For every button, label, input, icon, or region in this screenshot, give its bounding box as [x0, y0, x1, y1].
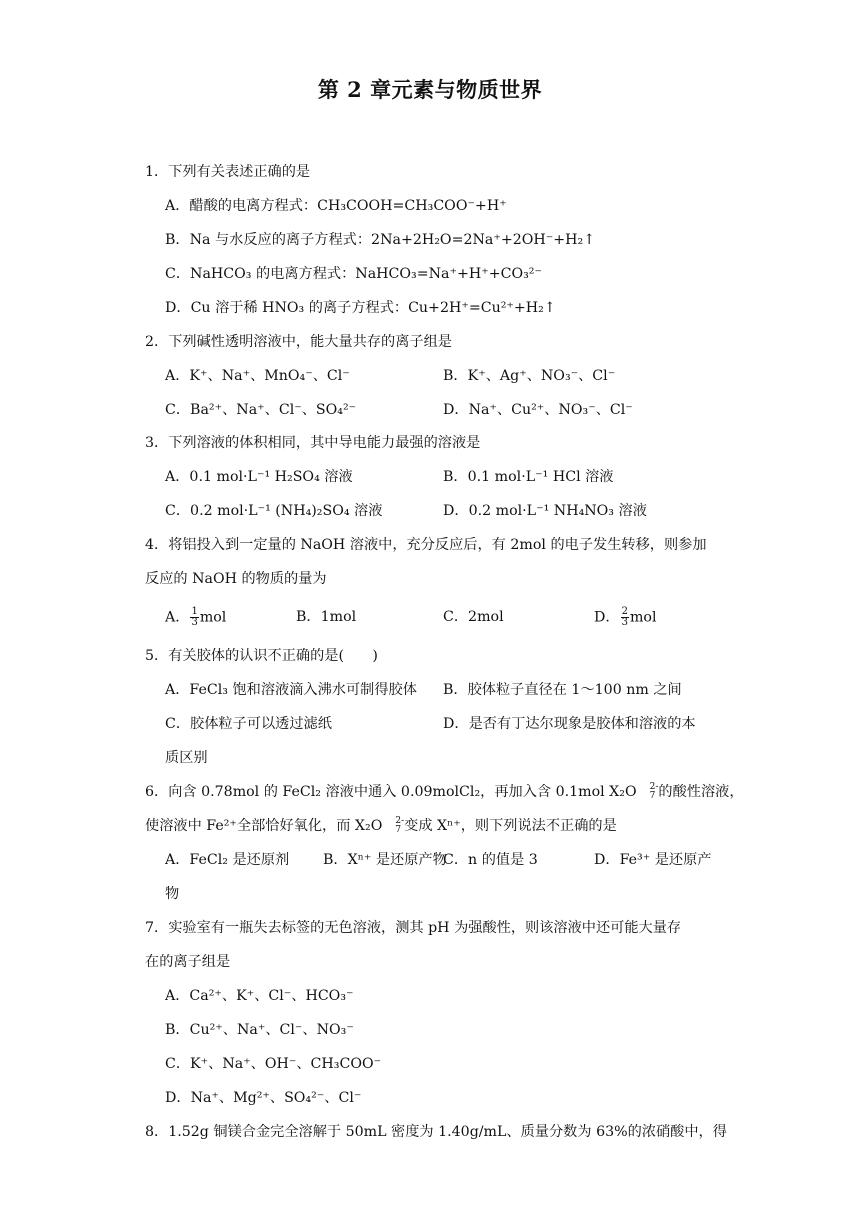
page-title: 第 2 章元素与物质世界: [317, 77, 543, 102]
question-5-option-d: D．是否有丁达尔现象是胶体和溶液的本: [443, 716, 696, 732]
stem-text: 6．向含 0.78mol 的 FeCl₂ 溶液中通入 0.09molCl₂，再加入含 0.1mol X₂O: [145, 784, 637, 800]
question-3-option-c: C．0.2 mol·L⁻¹ (NH₄)₂SO₄ 溶液: [165, 503, 383, 519]
fraction-numerator: 1: [191, 606, 198, 617]
fraction-denominator: 3: [191, 617, 198, 628]
question-1-stem: 1．下列有关表述正确的是: [145, 164, 311, 180]
fraction-numerator: 2: [621, 606, 628, 617]
question-5-option-c: C．胶体粒子可以透过滤纸: [165, 716, 332, 732]
question-1-option-a: A．醋酸的电离方程式：CH₃COOH=CH₃COO⁻+H⁺: [165, 198, 507, 214]
question-1-option-c: C．NaHCO₃ 的电离方程式：NaHCO₃=Na⁺+H⁺+CO₃²⁻: [165, 266, 542, 282]
ion-charge-top: 2-: [649, 782, 659, 792]
question-7-option-d: D．Na⁺、Mg²⁺、SO₄²⁻、Cl⁻: [165, 1090, 362, 1106]
question-4-stem-line-2: 反应的 NaOH 的物质的量为: [145, 571, 327, 587]
question-2-option-d: D．Na⁺、Cu²⁺、NO₃⁻、Cl⁻: [443, 402, 633, 418]
question-6-option-a: A．FeCl₂ 是还原剂: [165, 852, 290, 868]
question-7-option-a: A．Ca²⁺、K⁺、Cl⁻、HCO₃⁻: [165, 988, 354, 1004]
stem-text-tail: 变成 Xⁿ⁺，则下列说法不正确的是: [404, 818, 617, 834]
question-7-option-b: B．Cu²⁺、Na⁺、Cl⁻、NO₃⁻: [165, 1022, 354, 1038]
question-4-option-c: C．2mol: [443, 609, 504, 625]
question-4-option-b: B．1mol: [296, 609, 357, 625]
ion-charge-top: 2-: [395, 816, 405, 826]
stem-text: 使溶液中 Fe²⁺全部恰好氧化，而 X₂O: [145, 818, 383, 834]
question-3-option-b: B．0.1 mol·L⁻¹ HCl 溶液: [443, 469, 614, 485]
question-1-option-d: D．Cu 溶于稀 HNO₃ 的离子方程式：Cu+2H⁺=Cu²⁺+H₂↑: [165, 300, 556, 316]
fraction: [190, 607, 198, 628]
question-5-option-d-continued: 质区别: [165, 750, 208, 766]
question-5-option-b: B．胶体粒子直径在 1～100 nm 之间: [443, 682, 682, 698]
question-5-option-a: A．FeCl₃ 饱和溶液滴入沸水可制得胶体: [165, 682, 417, 698]
question-2-stem: 2．下列碱性透明溶液中，能大量共存的离子组是: [145, 334, 452, 350]
stem-text-tail: 的酸性溶液，: [658, 784, 744, 800]
question-6-option-b: B．Xⁿ⁺ 是还原产物: [323, 852, 447, 868]
unit: mol: [629, 609, 657, 626]
question-4-option-d: [594, 607, 657, 628]
question-7-stem-line-1: 7．实验室有一瓶失去标签的无色溶液，测其 pH 为强酸性，则该溶液中还可能大量存: [145, 920, 682, 936]
question-2-option-a: A．K⁺、Na⁺、MnO₄⁻、Cl⁻: [165, 368, 350, 384]
unit: mol: [199, 609, 227, 626]
question-6-option-d-continued: 物: [165, 886, 180, 902]
question-6-stem-line-1: [145, 782, 744, 802]
question-3-option-a: A．0.1 mol·L⁻¹ H₂SO₄ 溶液: [165, 469, 353, 485]
question-3-option-d: D．0.2 mol·L⁻¹ NH₄NO₃ 溶液: [443, 503, 647, 519]
question-7-stem-line-2: 在的离子组是: [145, 954, 231, 970]
option-label: A．: [165, 609, 190, 626]
fraction: [621, 607, 629, 628]
question-4-stem-line-1: 4．将铝投入到一定量的 NaOH 溶液中，充分反应后，有 2mol 的电子发生转移，则参加: [145, 537, 707, 553]
option-label: D．: [594, 609, 620, 626]
fraction-denominator: 3: [621, 617, 628, 628]
question-2-option-c: C．Ba²⁺、Na⁺、Cl⁻、SO₄²⁻: [165, 402, 357, 418]
question-5-stem: 5．有关胶体的认识不正确的是( ): [145, 648, 378, 664]
ion-charge-bottom: 7: [395, 825, 402, 835]
question-6-stem-line-2: [145, 816, 617, 836]
question-8-stem-line-1: 8．1.52g 铜镁合金完全溶解于 50mL 密度为 1.40g/mL、质量分数为 63%的浓硝酸中，得: [145, 1124, 727, 1140]
question-4-option-a: [165, 607, 226, 628]
ion-charge: [395, 817, 404, 835]
question-6-option-c: C．n 的值是 3: [443, 852, 538, 868]
ion-charge-bottom: 7: [649, 791, 656, 801]
question-1-option-b: B．Na 与水反应的离子方程式：2Na+2H₂O=2Na⁺+2OH⁻+H₂↑: [165, 232, 596, 248]
question-6-option-d: D．Fe³⁺ 是还原产: [594, 852, 712, 868]
question-2-option-b: B．K⁺、Ag⁺、NO₃⁻、Cl⁻: [443, 368, 616, 384]
question-7-option-c: C．K⁺、Na⁺、OH⁻、CH₃COO⁻: [165, 1056, 382, 1072]
question-3-stem: 3．下列溶液的体积相同，其中导电能力最强的溶液是: [145, 435, 481, 451]
